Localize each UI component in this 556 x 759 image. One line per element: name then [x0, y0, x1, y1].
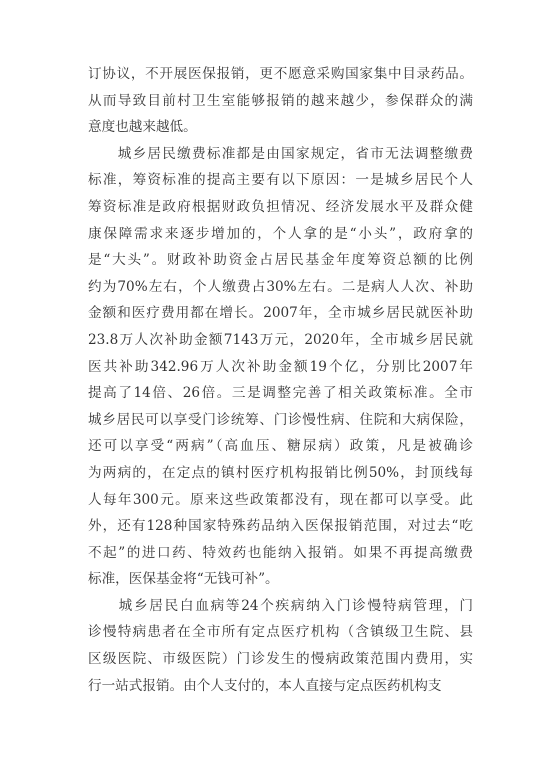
text-line: 城乡居民白血病等24个疾病纳入门诊慢特病管理，门: [88, 597, 473, 614]
text-line: 不起”的进口药、特效药也能纳入报销。如果不再提高缴费: [88, 544, 473, 561]
text-line: 为两病的，在定点的镇村医疗机构报销比例50%，封顶线每: [88, 464, 473, 481]
text-line: 区级医院、市级医院）门诊发生的慢病政策范围内费用，实: [88, 651, 473, 668]
text-line: 诊慢特病患者在全市所有定点医疗机构（含镇级卫生院、县: [88, 624, 473, 641]
text-line: 23.8万人次补助金额7143万元，2020年，全市城乡居民就: [88, 331, 473, 348]
body-text: [88, 61, 473, 699]
paragraph: [88, 141, 473, 593]
text-line: 金额和医疗费用都在增长。2007年，全市城乡居民就医补助: [88, 305, 473, 322]
text-line: 是“大头”。财政补助资金占居民基金年度筹资总额的比例: [88, 252, 473, 269]
text-line: 标准，医保基金将“无钱可补”。: [88, 571, 279, 588]
text-line: 还可以享受“两病”（高血压、糖尿病）政策，凡是被确诊: [88, 438, 473, 455]
text-line: 医共补助342.96万人次补助金额19个亿，分别比2007年: [88, 358, 473, 375]
text-line: 约为70%左右，个人缴费占30%左右。二是病人人次、补助: [88, 278, 473, 295]
text-line: 标准，筹资标准的提高主要有以下原因：一是城乡居民个人: [88, 172, 473, 189]
text-line: 提高了14倍、26倍。三是调整完善了相关政策标准。全市: [88, 385, 473, 402]
paragraph: [88, 593, 473, 699]
paragraph: [88, 61, 473, 141]
text-line: 行一站式报销。由个人支付的，本人直接与定点医药机构支: [88, 677, 442, 694]
text-line: 从而导致目前村卫生室能够报销的越来越少，参保群众的满: [88, 92, 473, 109]
text-line: 康保障需求来逐步增加的，个人拿的是“小头”，政府拿的: [88, 225, 473, 242]
text-line: 筹资标准是政府根据财政负担情况、经济发展水平及群众健: [88, 198, 473, 215]
text-line: 订协议，不开展医保报销，更不愿意采购国家集中目录药品。: [88, 66, 473, 82]
text-line: 城乡居民缴费标准都是由国家规定，省市无法调整缴费: [88, 145, 473, 162]
text-line: 外，还有128种国家特殊药品纳入医保报销范围，对过去“吃: [88, 518, 473, 535]
text-line: 人每年300元。原来这些政策都没有，现在都可以享受。此: [88, 491, 473, 508]
text-line: 城乡居民可以享受门诊统筹、门诊慢性病、住院和大病保险，: [88, 411, 473, 428]
text-line: 意度也越来越低。: [88, 119, 197, 136]
